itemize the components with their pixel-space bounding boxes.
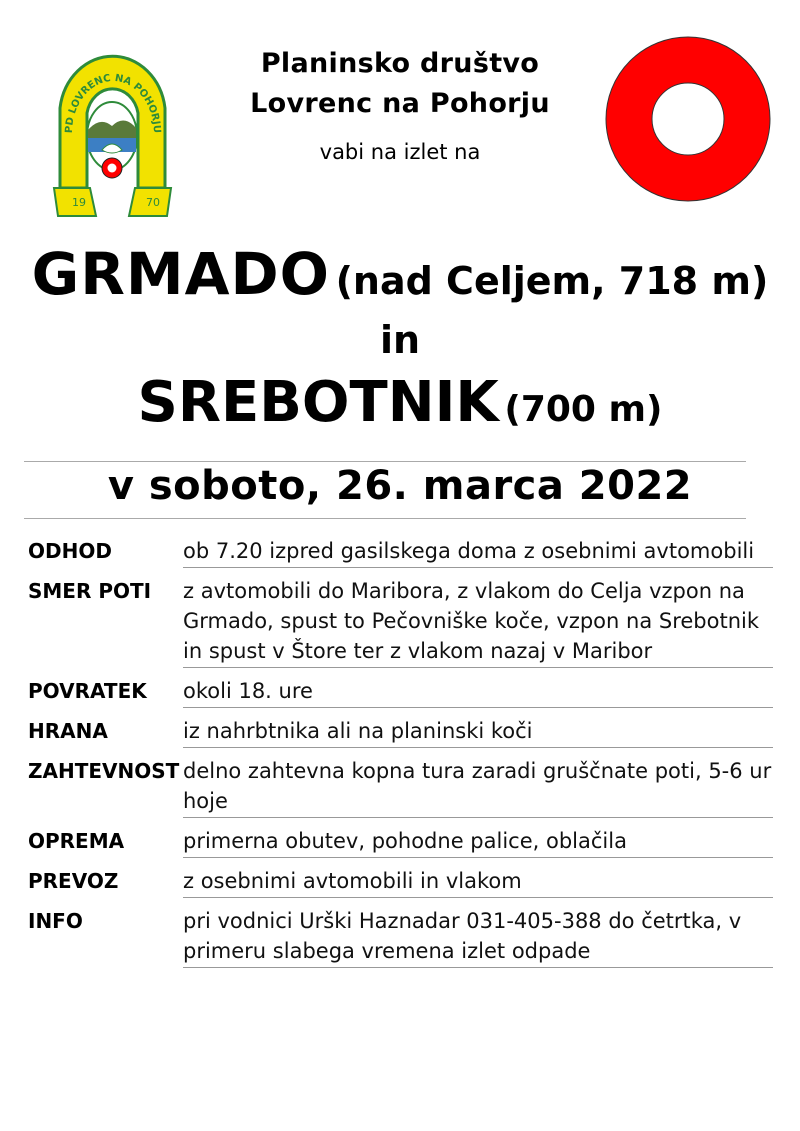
detail-label: ZAHTEVNOST xyxy=(28,759,180,783)
event-date: v soboto, 26. marca 2022 xyxy=(107,463,693,509)
divider-top xyxy=(24,461,746,462)
title-peak1-line xyxy=(0,240,800,308)
club-logo xyxy=(50,38,175,223)
detail-value: pri vodnici Urški Haznadar 031-405-388 do četrtka, v primeru slabega vremena izlet odpade xyxy=(183,906,773,968)
detail-value: primerna obutev, pohodne palice, oblačila xyxy=(183,826,773,858)
detail-value: delno zahtevna kopna tura zaradi gruščnate poti, 5-6 ur hoje xyxy=(183,756,773,818)
logo-text: PD LOVRENC NA POHORJU xyxy=(63,72,163,134)
detail-value: z avtomobili do Maribora, z vlakom do Celja vzpon na Grmado, spust to Pečovniške koče, vzpon na Srebotnik in spust v Štore ter z vlakom nazaj v Maribor xyxy=(183,576,773,668)
detail-value: iz nahrbtnika ali na planinski koči xyxy=(183,716,773,748)
peak1-detail: (nad Celjem, 718 m) xyxy=(335,259,769,303)
title-peak2-line xyxy=(0,370,800,435)
red-ring-icon xyxy=(604,35,772,203)
details-list xyxy=(28,536,773,976)
logo-year-left: 19 xyxy=(72,196,86,209)
detail-row-departure xyxy=(28,536,773,568)
title-conjunction: in xyxy=(379,318,421,362)
peak2-detail: (700 m) xyxy=(504,389,663,430)
peak1-name: GRMADO xyxy=(31,240,330,308)
invite-text: vabi na izlet na xyxy=(319,140,481,164)
detail-row-difficulty xyxy=(28,756,773,818)
detail-label: POVRATEK xyxy=(28,679,147,703)
detail-value: okoli 18. ure xyxy=(183,676,773,708)
org-name-line1: Planinsko društvo xyxy=(260,48,540,79)
detail-label: INFO xyxy=(28,909,83,933)
detail-row-food xyxy=(28,716,773,748)
detail-row-equipment xyxy=(28,826,773,858)
detail-value: ob 7.20 izpred gasilskega doma z osebnimi avtomobili xyxy=(183,536,773,568)
detail-label: HRANA xyxy=(28,719,108,743)
org-name-line2: Lovrenc na Pohorju xyxy=(250,88,550,119)
peak2-name: SREBOTNIK xyxy=(137,370,499,435)
detail-label: OPREMA xyxy=(28,829,125,853)
detail-label: ODHOD xyxy=(28,539,112,563)
detail-row-route xyxy=(28,576,773,668)
detail-row-return xyxy=(28,676,773,708)
detail-label: SMER POTI xyxy=(28,579,152,603)
detail-value: z osebnimi avtomobili in vlakom xyxy=(183,866,773,898)
divider-bottom xyxy=(24,518,746,519)
logo-year-right: 70 xyxy=(146,196,160,209)
detail-row-transport xyxy=(28,866,773,898)
detail-row-info xyxy=(28,906,773,968)
detail-label: PREVOZ xyxy=(28,869,119,893)
